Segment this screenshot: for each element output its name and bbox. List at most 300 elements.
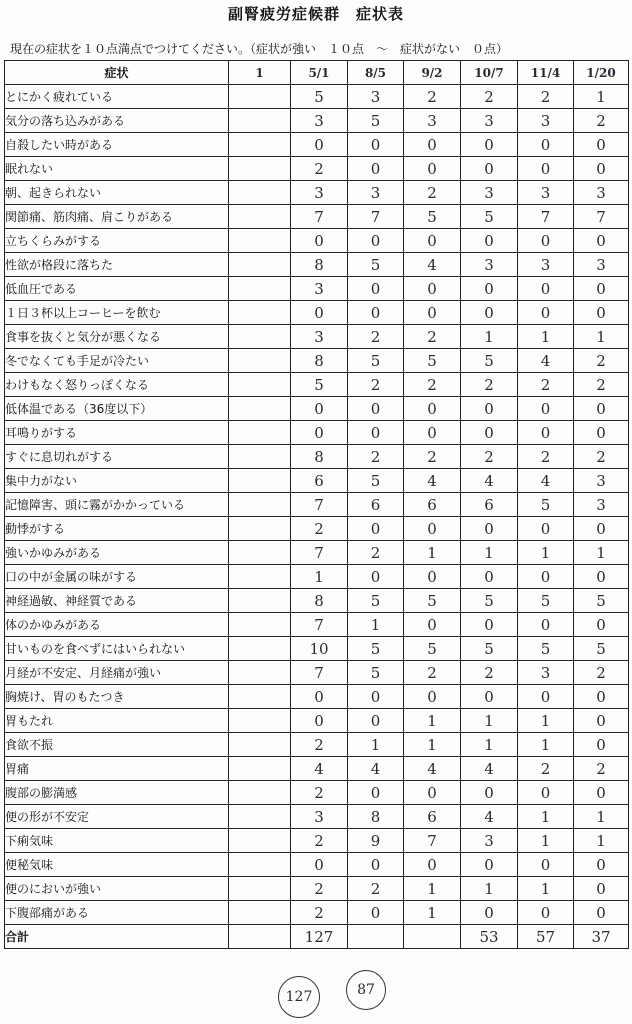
score-cell: 1 xyxy=(518,709,574,733)
symptom-row xyxy=(5,421,629,445)
score-cell: 5 xyxy=(461,349,518,373)
score-cell: 0 xyxy=(348,301,404,325)
score-cell: 0 xyxy=(518,157,574,181)
symptom-label: 食欲不振 xyxy=(5,733,229,757)
score-cell: 0 xyxy=(404,133,461,157)
score-cell: 0 xyxy=(518,853,574,877)
score-cell: 1 xyxy=(574,829,629,853)
score-cell: 0 xyxy=(291,853,348,877)
score-cell: 6 xyxy=(348,493,404,517)
symptom-row xyxy=(5,469,629,493)
symptom-row xyxy=(5,733,629,757)
score-cell: 0 xyxy=(518,229,574,253)
date-column-header: 1/20 xyxy=(574,61,629,85)
score-cell: 0 xyxy=(461,421,518,445)
score-cell: 0 xyxy=(518,421,574,445)
symptom-column-header: 症状 xyxy=(5,61,229,85)
score-cell: 6 xyxy=(404,493,461,517)
score-cell: 2 xyxy=(574,757,629,781)
score-cell xyxy=(229,829,291,853)
symptom-row xyxy=(5,829,629,853)
symptom-row xyxy=(5,757,629,781)
score-cell: 4 xyxy=(348,757,404,781)
score-cell: 3 xyxy=(291,805,348,829)
score-cell: 5 xyxy=(518,637,574,661)
score-cell: 0 xyxy=(348,781,404,805)
score-cell: 0 xyxy=(574,877,629,901)
score-cell: 7 xyxy=(291,613,348,637)
score-cell: 5 xyxy=(404,589,461,613)
score-cell xyxy=(229,853,291,877)
score-cell: 5 xyxy=(404,349,461,373)
symptom-label: 食事を抜くと気分が悪くなる xyxy=(5,325,229,349)
score-cell: 2 xyxy=(348,373,404,397)
score-cell: 4 xyxy=(461,469,518,493)
score-cell: 0 xyxy=(461,229,518,253)
score-cell xyxy=(229,229,291,253)
score-cell: 2 xyxy=(348,325,404,349)
symptom-row xyxy=(5,661,629,685)
score-cell: 0 xyxy=(518,397,574,421)
score-cell: 0 xyxy=(404,397,461,421)
symptom-label: 胃痛 xyxy=(5,757,229,781)
score-cell: 0 xyxy=(574,781,629,805)
score-cell: 0 xyxy=(461,781,518,805)
score-cell xyxy=(229,733,291,757)
symptom-label: 集中力がない xyxy=(5,469,229,493)
score-cell: 0 xyxy=(461,397,518,421)
score-cell: 1 xyxy=(518,733,574,757)
date-column-header: 5/1 xyxy=(291,61,348,85)
score-cell: 3 xyxy=(518,109,574,133)
score-cell: 5 xyxy=(518,493,574,517)
score-cell: 2 xyxy=(574,373,629,397)
score-cell: 0 xyxy=(348,229,404,253)
score-cell xyxy=(229,253,291,277)
score-cell: 3 xyxy=(461,829,518,853)
score-cell: 5 xyxy=(348,637,404,661)
symptom-row xyxy=(5,541,629,565)
score-cell xyxy=(229,157,291,181)
score-cell: 0 xyxy=(574,685,629,709)
score-cell: 0 xyxy=(404,781,461,805)
score-cell xyxy=(229,397,291,421)
symptom-row xyxy=(5,349,629,373)
symptom-label: 自殺したい時がある xyxy=(5,133,229,157)
symptom-row xyxy=(5,853,629,877)
score-cell: 0 xyxy=(348,133,404,157)
score-cell: 8 xyxy=(291,445,348,469)
score-cell: 2 xyxy=(291,781,348,805)
score-cell: 5 xyxy=(348,589,404,613)
instruction-text: 現在の症状を１０点満点でつけてください。（症状が強い １０点 ～ 症状がない ０点） xyxy=(10,42,509,56)
score-cell: 0 xyxy=(404,277,461,301)
score-cell: 5 xyxy=(404,637,461,661)
score-cell: 0 xyxy=(574,397,629,421)
score-cell xyxy=(229,565,291,589)
symptom-table xyxy=(4,60,629,949)
score-cell: 0 xyxy=(574,133,629,157)
score-cell: 6 xyxy=(404,805,461,829)
score-cell: 1 xyxy=(348,613,404,637)
score-cell: 0 xyxy=(404,565,461,589)
score-cell: 2 xyxy=(291,157,348,181)
score-cell: 8 xyxy=(291,349,348,373)
score-cell xyxy=(229,421,291,445)
score-cell: 0 xyxy=(574,157,629,181)
score-cell: 1 xyxy=(461,709,518,733)
symptom-label: 性欲が格段に落ちた xyxy=(5,253,229,277)
score-cell: 0 xyxy=(461,301,518,325)
score-cell: 2 xyxy=(348,445,404,469)
symptom-label: 動悸がする xyxy=(5,517,229,541)
symptom-label: 気分の落ち込みがある xyxy=(5,109,229,133)
symptom-label: 便の形が不安定 xyxy=(5,805,229,829)
score-cell: 0 xyxy=(348,397,404,421)
score-cell: 1 xyxy=(461,877,518,901)
symptom-label: 関節痛、筋肉痛、肩こりがある xyxy=(5,205,229,229)
score-cell: 8 xyxy=(348,805,404,829)
score-cell: 2 xyxy=(291,733,348,757)
score-cell: 9 xyxy=(348,829,404,853)
score-cell xyxy=(229,901,291,925)
score-cell: 2 xyxy=(574,349,629,373)
symptom-label: 体のかゆみがある xyxy=(5,613,229,637)
score-cell: 4 xyxy=(518,349,574,373)
total-label: 合計 xyxy=(5,925,229,949)
score-cell: 1 xyxy=(461,733,518,757)
score-cell: 0 xyxy=(348,277,404,301)
score-cell xyxy=(229,757,291,781)
symptom-label: １日３杯以上コーヒーを飲む xyxy=(5,301,229,325)
score-cell: 1 xyxy=(518,325,574,349)
score-cell: 10 xyxy=(291,637,348,661)
symptom-label: 朝、起きられない xyxy=(5,181,229,205)
symptom-row xyxy=(5,397,629,421)
score-cell xyxy=(229,325,291,349)
score-cell: 2 xyxy=(404,181,461,205)
score-cell: 1 xyxy=(404,541,461,565)
score-cell: 4 xyxy=(404,253,461,277)
score-cell: 7 xyxy=(404,829,461,853)
score-cell: 0 xyxy=(404,685,461,709)
score-cell xyxy=(229,541,291,565)
score-cell: 0 xyxy=(404,157,461,181)
score-cell: 4 xyxy=(404,757,461,781)
score-cell: 1 xyxy=(404,877,461,901)
score-cell: 0 xyxy=(461,685,518,709)
score-cell: 0 xyxy=(574,565,629,589)
score-cell: 0 xyxy=(348,157,404,181)
symptom-row xyxy=(5,277,629,301)
score-cell xyxy=(229,133,291,157)
score-cell xyxy=(229,445,291,469)
symptom-label: 口の中が金属の味がする xyxy=(5,565,229,589)
header-row xyxy=(5,61,629,85)
score-cell: 0 xyxy=(574,301,629,325)
score-cell xyxy=(229,661,291,685)
score-cell: 1 xyxy=(404,901,461,925)
score-cell: 0 xyxy=(461,901,518,925)
score-cell xyxy=(229,685,291,709)
score-cell: 2 xyxy=(404,325,461,349)
score-cell: 3 xyxy=(461,253,518,277)
symptom-label: 眠れない xyxy=(5,157,229,181)
score-cell: 5 xyxy=(518,589,574,613)
score-cell: 2 xyxy=(291,901,348,925)
score-cell: 0 xyxy=(518,517,574,541)
score-cell xyxy=(229,373,291,397)
symptom-row xyxy=(5,229,629,253)
circled-total: 127 xyxy=(278,976,320,1018)
score-cell: 6 xyxy=(291,469,348,493)
symptom-row xyxy=(5,613,629,637)
score-cell: 2 xyxy=(461,445,518,469)
score-cell: 8 xyxy=(291,253,348,277)
symptom-label: 神経過敏、神経質である xyxy=(5,589,229,613)
score-cell: 5 xyxy=(461,205,518,229)
symptom-label: 耳鳴りがする xyxy=(5,421,229,445)
score-cell: 4 xyxy=(404,469,461,493)
score-cell xyxy=(229,181,291,205)
score-cell xyxy=(229,877,291,901)
score-cell: 0 xyxy=(291,301,348,325)
symptom-row xyxy=(5,133,629,157)
score-cell: 5 xyxy=(348,109,404,133)
score-cell: 3 xyxy=(518,253,574,277)
symptom-label: 低体温である（36度以下） xyxy=(5,397,229,421)
symptom-label: 便秘気味 xyxy=(5,853,229,877)
score-cell: 2 xyxy=(574,661,629,685)
total-value: 57 xyxy=(518,925,574,949)
date-column-header: 10/7 xyxy=(461,61,518,85)
score-cell: 1 xyxy=(574,805,629,829)
score-cell: 0 xyxy=(404,301,461,325)
score-cell: 7 xyxy=(291,493,348,517)
score-cell xyxy=(229,613,291,637)
score-cell: 2 xyxy=(574,445,629,469)
score-cell xyxy=(229,109,291,133)
score-cell: 3 xyxy=(461,181,518,205)
symptom-row xyxy=(5,301,629,325)
total-value: 127 xyxy=(291,925,348,949)
score-cell: 0 xyxy=(291,709,348,733)
score-cell: 5 xyxy=(404,205,461,229)
symptom-row xyxy=(5,493,629,517)
symptom-label: 甘いものを食べずにはいられない xyxy=(5,637,229,661)
score-cell: 1 xyxy=(404,709,461,733)
score-cell: 0 xyxy=(348,565,404,589)
score-cell xyxy=(229,301,291,325)
score-cell: 3 xyxy=(518,181,574,205)
total-value xyxy=(404,925,461,949)
score-cell: 5 xyxy=(291,85,348,109)
score-cell: 0 xyxy=(518,781,574,805)
score-cell: 1 xyxy=(291,565,348,589)
score-cell: 0 xyxy=(348,685,404,709)
symptom-row xyxy=(5,157,629,181)
total-value xyxy=(229,925,291,949)
score-cell: 0 xyxy=(291,229,348,253)
score-cell xyxy=(229,493,291,517)
score-cell: 0 xyxy=(461,157,518,181)
score-cell: 2 xyxy=(404,373,461,397)
score-cell: 1 xyxy=(518,541,574,565)
score-cell: 4 xyxy=(518,469,574,493)
score-cell xyxy=(229,781,291,805)
symptom-label: 下痢気味 xyxy=(5,829,229,853)
score-cell: 3 xyxy=(574,253,629,277)
score-cell: 3 xyxy=(291,181,348,205)
symptom-label: 胃もたれ xyxy=(5,709,229,733)
symptom-row xyxy=(5,109,629,133)
symptom-label: 冬でなくても手足が冷たい xyxy=(5,349,229,373)
total-row xyxy=(5,925,629,949)
score-cell: 3 xyxy=(574,469,629,493)
symptom-label: すぐに息切れがする xyxy=(5,445,229,469)
score-cell: 0 xyxy=(574,709,629,733)
score-cell: 1 xyxy=(348,733,404,757)
score-cell: 2 xyxy=(461,661,518,685)
symptom-row xyxy=(5,901,629,925)
symptom-row xyxy=(5,805,629,829)
total-value: 37 xyxy=(574,925,629,949)
score-cell: 0 xyxy=(291,421,348,445)
symptom-label: 便のにおいが強い xyxy=(5,877,229,901)
score-cell: 1 xyxy=(574,85,629,109)
score-cell: 0 xyxy=(518,685,574,709)
score-cell: 2 xyxy=(461,85,518,109)
symptom-row xyxy=(5,877,629,901)
total-value xyxy=(348,925,404,949)
score-cell: 1 xyxy=(518,805,574,829)
score-cell: 0 xyxy=(348,517,404,541)
score-cell: 3 xyxy=(518,661,574,685)
circled-total: 87 xyxy=(346,970,386,1010)
score-cell: 7 xyxy=(291,205,348,229)
score-cell xyxy=(229,85,291,109)
score-cell: 2 xyxy=(348,877,404,901)
score-cell xyxy=(229,205,291,229)
score-cell: 2 xyxy=(404,661,461,685)
score-cell: 0 xyxy=(518,301,574,325)
score-cell: 3 xyxy=(348,85,404,109)
score-cell: 6 xyxy=(461,493,518,517)
score-cell: 0 xyxy=(461,517,518,541)
score-cell: 0 xyxy=(574,613,629,637)
score-cell: 5 xyxy=(348,469,404,493)
symptom-label: 強いかゆみがある xyxy=(5,541,229,565)
score-cell xyxy=(229,637,291,661)
symptom-row xyxy=(5,373,629,397)
score-cell: 1 xyxy=(518,877,574,901)
score-cell: 0 xyxy=(291,397,348,421)
score-cell: 0 xyxy=(404,613,461,637)
score-cell: 2 xyxy=(291,829,348,853)
score-cell: 0 xyxy=(518,901,574,925)
score-cell: 0 xyxy=(291,685,348,709)
score-cell: 3 xyxy=(291,109,348,133)
score-cell: 7 xyxy=(291,661,348,685)
score-cell: 0 xyxy=(348,709,404,733)
score-cell: 0 xyxy=(404,517,461,541)
score-cell: 2 xyxy=(518,85,574,109)
date-column-header: 9/2 xyxy=(404,61,461,85)
score-cell: 2 xyxy=(518,757,574,781)
symptom-row xyxy=(5,253,629,277)
score-cell: 0 xyxy=(518,133,574,157)
symptom-label: 胸焼け、胃のもたつき xyxy=(5,685,229,709)
score-cell: 0 xyxy=(518,277,574,301)
score-cell: 1 xyxy=(461,541,518,565)
footer-notes xyxy=(0,964,632,1024)
score-cell: 7 xyxy=(291,541,348,565)
score-cell: 0 xyxy=(404,853,461,877)
symptom-row xyxy=(5,445,629,469)
score-cell xyxy=(229,589,291,613)
form-title: 副腎疲労症候群 症状表 xyxy=(227,5,404,23)
symptom-label: 記憶障害、頭に霧がかかっている xyxy=(5,493,229,517)
score-cell: 2 xyxy=(404,85,461,109)
score-cell: 3 xyxy=(574,493,629,517)
score-cell: 4 xyxy=(461,757,518,781)
score-cell xyxy=(229,469,291,493)
score-cell: 5 xyxy=(574,637,629,661)
date-column-header: 1 xyxy=(229,61,291,85)
score-cell: 0 xyxy=(574,421,629,445)
score-cell: 0 xyxy=(461,853,518,877)
symptom-label: 立ちくらみがする xyxy=(5,229,229,253)
symptom-row xyxy=(5,85,629,109)
score-cell: 0 xyxy=(291,133,348,157)
score-cell: 5 xyxy=(461,589,518,613)
score-cell: 2 xyxy=(518,445,574,469)
score-cell: 0 xyxy=(348,421,404,445)
score-cell: 2 xyxy=(291,517,348,541)
score-cell: 0 xyxy=(574,733,629,757)
score-cell: 3 xyxy=(291,325,348,349)
score-cell xyxy=(229,517,291,541)
symptom-row xyxy=(5,181,629,205)
score-cell: 2 xyxy=(404,445,461,469)
score-cell: 3 xyxy=(574,181,629,205)
score-cell: 5 xyxy=(291,373,348,397)
score-cell: 5 xyxy=(348,349,404,373)
score-cell: 7 xyxy=(348,205,404,229)
symptom-label: 下腹部痛がある xyxy=(5,901,229,925)
score-cell: 0 xyxy=(404,229,461,253)
score-cell: 1 xyxy=(574,325,629,349)
score-cell: 0 xyxy=(574,229,629,253)
score-cell: 2 xyxy=(574,109,629,133)
symptom-row xyxy=(5,589,629,613)
score-cell: 0 xyxy=(461,133,518,157)
score-cell: 0 xyxy=(518,613,574,637)
symptom-row xyxy=(5,565,629,589)
score-cell: 0 xyxy=(461,277,518,301)
date-column-header: 11/4 xyxy=(518,61,574,85)
score-cell: 2 xyxy=(518,373,574,397)
score-cell: 3 xyxy=(291,277,348,301)
score-cell: 0 xyxy=(348,901,404,925)
symptom-label: 腹部の膨満感 xyxy=(5,781,229,805)
score-cell: 5 xyxy=(348,253,404,277)
score-cell xyxy=(229,709,291,733)
symptom-row xyxy=(5,781,629,805)
score-cell: 5 xyxy=(461,637,518,661)
total-value: 53 xyxy=(461,925,518,949)
symptom-row xyxy=(5,637,629,661)
